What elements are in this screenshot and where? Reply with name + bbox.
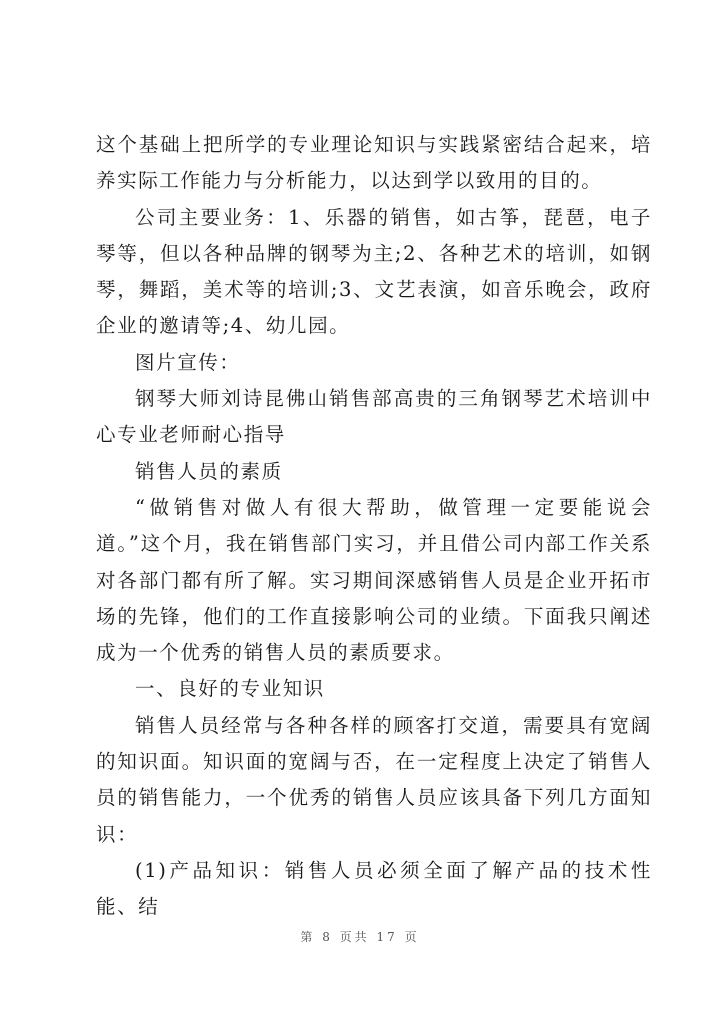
paragraph-internship-intro: “做销售对做人有很大帮助，做管理一定要能说会道。”这个月，我在销售部门实习，并且借公司内部工作关系对各部门都有所了解。实习期间深感销售人员是企业开拓市场的先锋，他们的工作直接影响公司的业绩。下面我只阐述成为一个优秀的销售人员的素质要求。 — [96, 495, 652, 665]
paragraph-continuation: 这个基础上把所学的专业理论知识与实践紧密结合起来，培养实际工作能力与分析能力，以达到学以致用的目的。 — [96, 133, 652, 193]
paragraph-product-knowledge: (1)产品知识：销售人员必须全面了解产品的技术性能、结 — [96, 858, 652, 919]
subheading-professional-knowledge: 一、良好的专业知识 — [135, 677, 325, 701]
paragraph-business-scope: 公司主要业务：1、乐器的销售，如古筝，琵琶，电子琴等，但以各种品牌的钢琴为主;2、各种艺术的培训，如钢琴，舞蹈，美术等的培训;3、文艺表演，如音乐晚会，政府企业的邀请等;4、幼儿园。 — [96, 205, 652, 338]
paragraph-picture-promo-heading: 图片宣传： — [135, 350, 241, 374]
paragraph-knowledge-breadth: 销售人员经常与各种各样的顾客打交道，需要具有宽阔的知识面。知识面的宽阔与否，在一定程度上决定了销售人员的销售能力，一个优秀的销售人员应该具备下列几方面知识： — [96, 713, 652, 846]
paragraph-picture-caption: 钢琴大师刘诗昆佛山销售部高贵的三角钢琴艺术培训中心专业老师耐心指导 — [96, 387, 652, 447]
document-body — [96, 127, 652, 926]
page-number-footer: 第 8 页共 17 页 — [300, 930, 420, 944]
section-heading-sales-qualities: 销售人员的素质 — [135, 459, 283, 483]
